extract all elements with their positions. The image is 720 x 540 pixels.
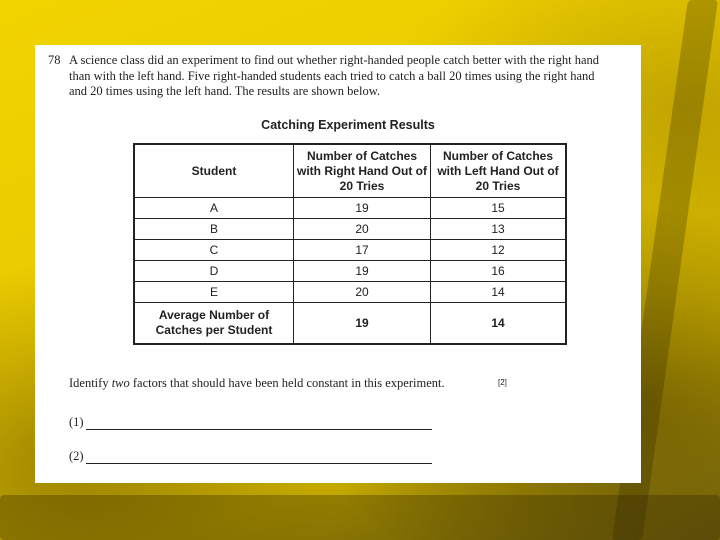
answer-blank[interactable] (86, 451, 432, 464)
table-row (134, 219, 566, 240)
cell-right: 20 (294, 282, 431, 303)
table-row (134, 240, 566, 261)
cell-right: 19 (294, 198, 431, 219)
question-line: A science class did an experiment to find out whether right-handed people catch better with the right hand (69, 53, 600, 67)
cell-average-left: 14 (431, 303, 567, 345)
answer-label: (2) (69, 449, 84, 463)
cell-average-right: 19 (294, 303, 431, 345)
results-table (133, 143, 567, 345)
cell-left: 14 (431, 282, 567, 303)
cell-right: 19 (294, 261, 431, 282)
question-line: than with the left hand. Five right-handed students each tried to catch a ball 20 times using the right hand (69, 68, 595, 83)
prompt-emphasis: two (111, 376, 130, 390)
exam-page (35, 45, 641, 483)
cell-left: 13 (431, 219, 567, 240)
question-line: and 20 times using the left hand. The results are shown below. (69, 84, 381, 98)
cell-left: 16 (431, 261, 567, 282)
cell-right: 17 (294, 240, 431, 261)
table-average-row (134, 303, 566, 345)
cell-left: 15 (431, 198, 567, 219)
header-left-hand: Number of Catches with Left Hand Out of 20 Tries (431, 144, 567, 198)
header-right-hand: Number of Catches with Right Hand Out of 20 Tries (294, 144, 431, 198)
cell-student: E (134, 282, 294, 303)
question-number: 78 (48, 53, 61, 67)
answer-label: (1) (69, 415, 84, 429)
background-streak (0, 495, 720, 540)
header-student: Student (134, 144, 294, 198)
table-title: Catching Experiment Results (261, 118, 435, 132)
cell-student: A (134, 198, 294, 219)
question-text (69, 53, 641, 100)
cell-student: C (134, 240, 294, 261)
cell-right: 20 (294, 219, 431, 240)
table-row (134, 282, 566, 303)
cell-average-label: Average Number of Catches per Student (134, 303, 294, 345)
answer-line-1[interactable] (69, 415, 432, 430)
points-value: [2] (498, 378, 507, 387)
table-row (134, 198, 566, 219)
question-prompt (69, 376, 445, 391)
prompt-before: Identify (69, 376, 112, 390)
table-row (134, 261, 566, 282)
cell-left: 12 (431, 240, 567, 261)
answer-blank[interactable] (86, 417, 432, 430)
table-header-row (134, 144, 566, 198)
cell-student: D (134, 261, 294, 282)
cell-student: B (134, 219, 294, 240)
answer-line-2[interactable] (69, 449, 432, 464)
prompt-after: factors that should have been held constant in this experiment. (129, 376, 445, 390)
